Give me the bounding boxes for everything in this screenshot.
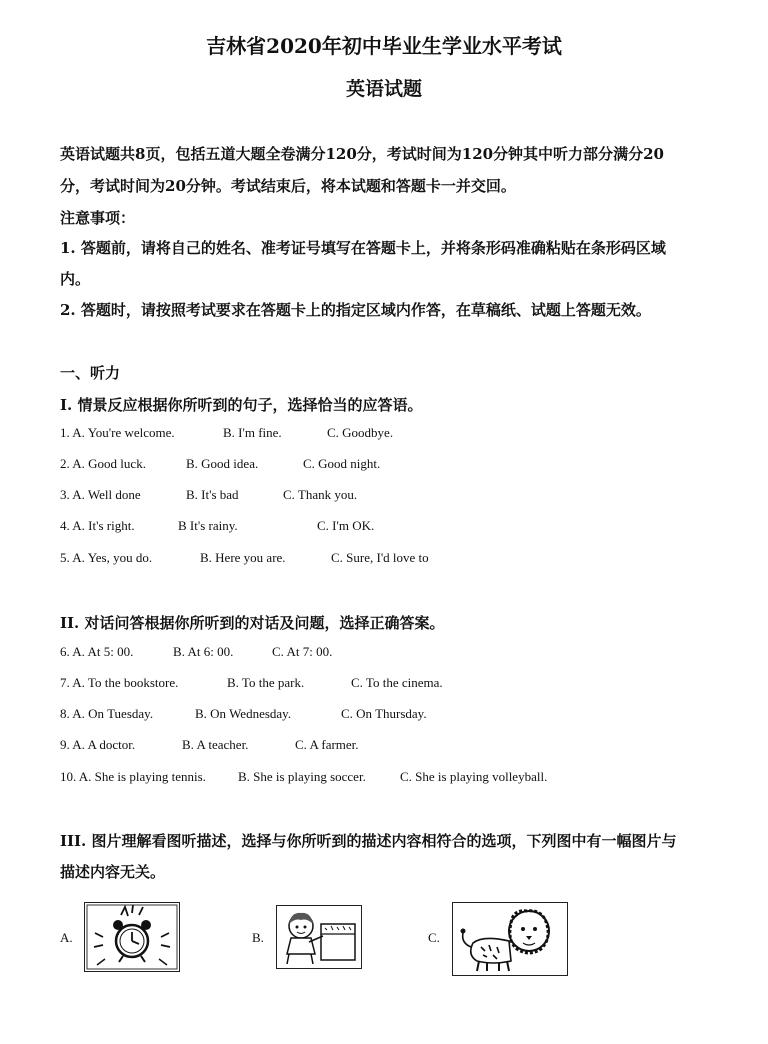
picture-label-a: A. bbox=[60, 930, 73, 945]
lion-icon bbox=[453, 903, 567, 975]
picture-c bbox=[452, 902, 568, 976]
option-c: C. Sure, I'd love to bbox=[331, 550, 429, 565]
option-b: B. A teacher. bbox=[182, 737, 249, 752]
option-c: C. I'm OK. bbox=[317, 518, 375, 533]
option-c: C. At 7: 00. bbox=[272, 644, 333, 659]
section-3-heading-cont: 描述内容无关。 bbox=[60, 863, 166, 881]
option-c: C. Goodbye. bbox=[327, 425, 394, 440]
part-title: 一、听力 bbox=[60, 364, 121, 382]
option-c: C. Good night. bbox=[303, 456, 381, 471]
option-b: B. At 6: 00. bbox=[173, 644, 234, 659]
alarm-clock-icon bbox=[85, 903, 179, 971]
option-b: B It's rainy. bbox=[178, 518, 238, 533]
section-1-heading: I. 情景反应根据你所听到的句子，选择恰当的应答语。 bbox=[60, 396, 423, 414]
option-a: 4. A. It's right. bbox=[60, 518, 135, 533]
picture-a bbox=[84, 902, 180, 972]
section-3-heading: III. 图片理解看图听描述，选择与你所听到的描述内容相符合的选项，下列图中有一幅图片与 bbox=[60, 832, 677, 850]
option-a: 1. A. You're welcome. bbox=[60, 425, 175, 440]
option-b: B. To the park. bbox=[227, 675, 305, 690]
option-c: C. To the cinema. bbox=[351, 675, 443, 690]
option-b: B. It's bad bbox=[186, 487, 239, 502]
option-c: C. She is playing volleyball. bbox=[400, 769, 548, 784]
exam-title: 吉林省2020年初中毕业生学业水平考试 bbox=[206, 34, 562, 58]
option-a: 2. A. Good luck. bbox=[60, 456, 146, 471]
notice-item-1-cont: 内。 bbox=[60, 270, 91, 288]
option-b: B. Here you are. bbox=[200, 550, 286, 565]
option-a: 9. A. A doctor. bbox=[60, 737, 136, 752]
picture-b bbox=[276, 905, 362, 969]
section-2-heading: II. 对话问答根据你所听到的对话及问题，选择正确答案。 bbox=[60, 614, 445, 632]
option-a: 6. A. At 5: 00. bbox=[60, 644, 134, 659]
option-b: B. I'm fine. bbox=[223, 425, 282, 440]
option-c: C. Thank you. bbox=[283, 487, 358, 502]
intro-line-2: 分，考试时间为20分钟。考试结束后，将本试题和答题卡一并交回。 bbox=[60, 177, 516, 195]
picture-label-c: C. bbox=[428, 930, 440, 945]
child-playing-piano-icon bbox=[277, 906, 361, 968]
option-c: C. On Thursday. bbox=[341, 706, 427, 721]
option-b: B. Good idea. bbox=[186, 456, 259, 471]
notice-item-2: 2. 答题时，请按照考试要求在答题卡上的指定区域内作答，在草稿纸、试题上答题无效。 bbox=[60, 301, 651, 319]
intro-line-1: 英语试题共8页，包括五道大题全卷满分120分，考试时间为120分钟其中听力部分满分20 bbox=[60, 145, 664, 163]
option-b: B. She is playing soccer. bbox=[238, 769, 366, 784]
option-c: C. A farmer. bbox=[295, 737, 359, 752]
option-a: 3. A. Well done bbox=[60, 487, 141, 502]
exam-subtitle: 英语试题 bbox=[345, 78, 422, 100]
option-a: 8. A. On Tuesday. bbox=[60, 706, 154, 721]
option-a: 5. A. Yes, you do. bbox=[60, 550, 153, 565]
option-b: B. On Wednesday. bbox=[195, 706, 292, 721]
option-a: 10. A. She is playing tennis. bbox=[60, 769, 206, 784]
picture-label-b: B. bbox=[252, 930, 264, 945]
notice-title: 注意事项： bbox=[60, 209, 136, 227]
option-a: 7. A. To the bookstore. bbox=[60, 675, 179, 690]
notice-item-1: 1. 答题前，请将自己的姓名、准考证号填写在答题卡上，并将条形码准确粘贴在条形码区域 bbox=[60, 239, 666, 257]
